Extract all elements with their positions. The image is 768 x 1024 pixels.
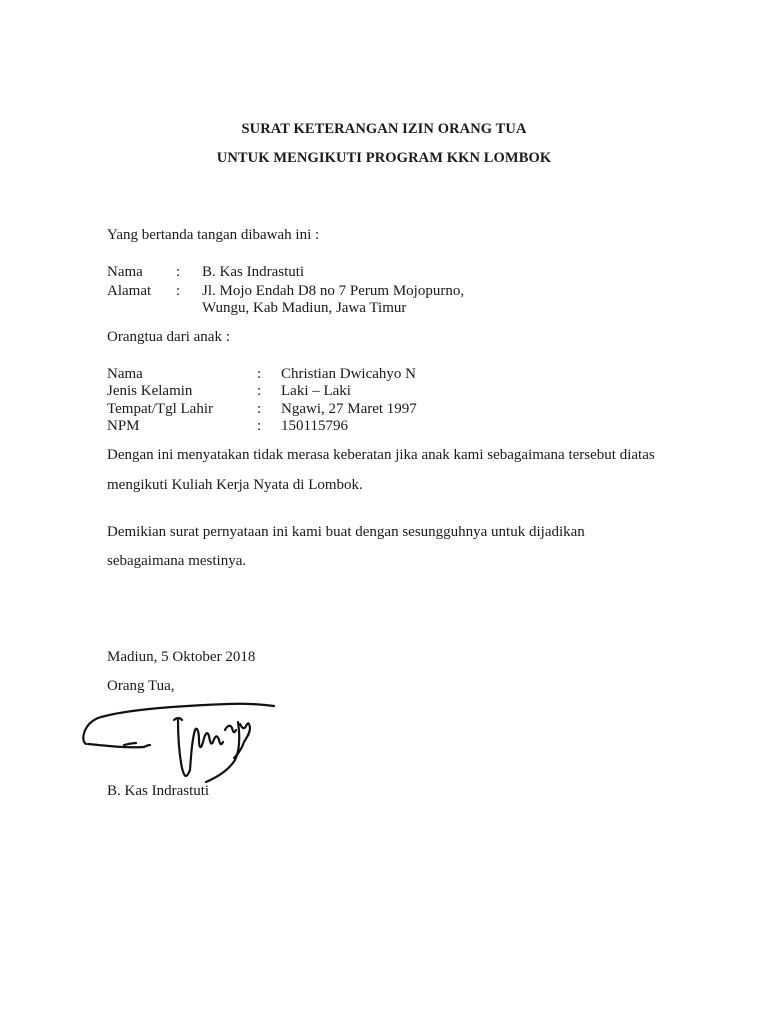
child-name-label: Nama [107,366,143,382]
statement-line-1: Dengan ini menyatakan tidak merasa keberatan jika anak kami sebagaimana tersebut diatas [107,447,655,463]
signer-role: Orang Tua, [107,678,175,694]
closing-line-2: sebagaimana mestinya. [107,553,247,569]
signer-address-label: Alamat [107,283,152,299]
child-npm-label: NPM [107,418,140,434]
closing-line-1: Demikian surat pernyataan ini kami buat dengan sesungguhnya untuk dijadikan [107,524,585,540]
signer-address-line1: Jl. Mojo Endah D8 no 7 Perum Mojopurno, [202,283,465,299]
statement-line-2: mengikuti Kuliah Kerja Nyata di Lombok. [107,477,363,493]
child-birth-colon: : [257,401,262,417]
child-birth-label: Tempat/Tgl Lahir [107,401,213,417]
intro-text: Yang bertanda tangan dibawah ini : [107,227,320,243]
signer-address-colon: : [176,283,181,299]
child-gender-value: Laki – Laki [281,383,351,399]
signer-name-value: B. Kas Indrastuti [202,264,305,280]
signer-name-label: Nama [107,264,143,280]
signer-address-line2: Wungu, Kab Madiun, Jawa Timur [202,300,407,316]
child-gender-label: Jenis Kelamin [107,383,193,399]
place-date: Madiun, 5 Oktober 2018 [107,649,256,665]
signer-printed-name: B. Kas Indrastuti [107,783,210,799]
child-name-value: Christian Dwicahyo N [281,366,416,382]
child-npm-colon: : [257,418,262,434]
handwritten-signature [78,698,278,793]
document-title: SURAT KETERANGAN IZIN ORANG TUA [241,121,527,137]
child-birth-value: Ngawi, 27 Maret 1997 [281,401,417,417]
child-intro-text: Orangtua dari anak : [107,329,230,345]
child-name-colon: : [257,366,262,382]
document-subtitle: UNTUK MENGIKUTI PROGRAM KKN LOMBOK [216,150,552,166]
child-gender-colon: : [257,383,262,399]
signer-name-colon: : [176,264,181,280]
child-npm-value: 150115796 [281,418,348,434]
